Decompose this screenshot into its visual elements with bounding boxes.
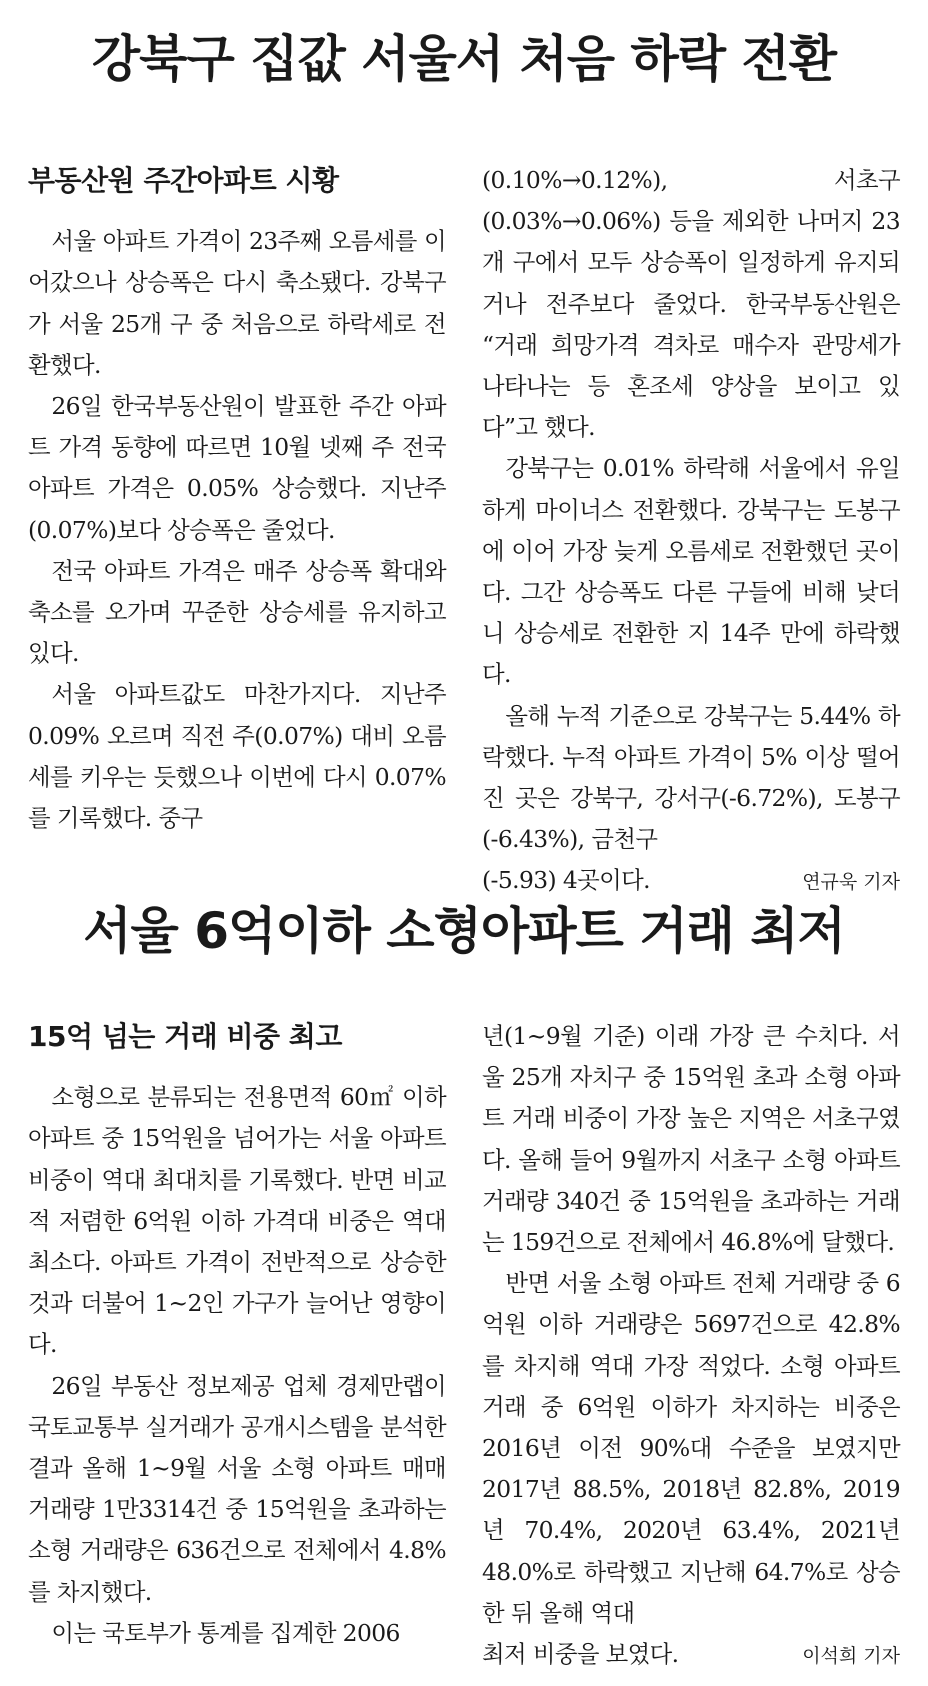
article2-headline: 서울 6억이하 소형아파트 거래 최저 bbox=[83, 902, 845, 960]
article1-subheading: 부동산원 주간아파트 시황 bbox=[28, 164, 339, 197]
article2-subheading: 15억 넘는 거래 비중 최고 bbox=[28, 1020, 342, 1053]
article1-right-column bbox=[482, 160, 900, 895]
article2-last-line: 최저 비중을 보였다. bbox=[482, 1640, 679, 1669]
article2-byline: 이석희 기자 bbox=[802, 1645, 900, 1668]
article1-paragraph: 서울 아파트값도 마찬가지다. 지난주 0.09% 오르며 직전 주(0.07%) 대비 오름세를 키우는 듯했으나 이번에 다시 0.07%를 기록했다. 중구 bbox=[28, 680, 446, 833]
article2-left-column bbox=[28, 1016, 446, 1668]
article1-last-line: (-5.93) 4곳이다. bbox=[482, 866, 650, 895]
article1-paragraph: 전국 아파트 가격은 매주 상승폭 확대와 축소를 오가며 꾸준한 상승세를 유지하고 있다. bbox=[28, 556, 446, 668]
article1-closing-line bbox=[482, 860, 900, 903]
article2-paragraph: 반면 서울 소형 아파트 전체 거래량 중 6억원 이하 거래량은 5697건으로 42.8%를 차지해 역대 가장 적었다. 소형 아파트 거래 중 6억원 이하가 차지하는 비중은 2016년 이전 90%대 수준을 보였지만 2017년 88.5%, 2018년 82.8%, 2019년 70.4%, 2020년 63.4%, 2021년 48.0%로 하락했고 지난해 64.7%로 상승한 뒤 올해 역대 bbox=[482, 1269, 900, 1627]
article2-paragraph: 이는 국토부가 통계를 집계한 2006 bbox=[51, 1618, 400, 1647]
article1-paragraph: 올해 누적 기준으로 강북구는 5.44% 하락했다. 누적 아파트 가격이 5% 이상 떨어진 곳은 강북구, 강서구(-6.72%), 도봉구(-6.43%), 금천구 bbox=[482, 701, 900, 854]
article1-headline: 강북구 집값 서울서 처음 하락 전환 bbox=[91, 30, 837, 88]
article1-byline: 연규욱 기자 bbox=[802, 871, 900, 894]
article2-paragraph: 년(1~9월 기준) 이래 가장 큰 수치다. 서울 25개 자치구 중 15억원 초과 소형 아파트 거래 비중이 가장 높은 지역은 서초구였다. 올해 들어 9월까지 서초구 소형 아파트 거래량 340건 중 15억원을 초과하는 거래는 159건으로 전체에서 46.8%에 달했다. bbox=[482, 1022, 900, 1257]
article1-paragraph: 26일 한국부동산원이 발표한 주간 아파트 가격 동향에 따르면 10월 넷째 주 전국 아파트 가격은 0.05% 상승했다. 지난주(0.07%)보다 상승폭은 줄었다. bbox=[28, 392, 446, 544]
article2-right-column bbox=[482, 1016, 900, 1668]
article2-paragraph: 소형으로 분류되는 전용면적 60㎡ 이하 아파트 중 15억원을 넘어가는 서울 아파트 비중이 역대 최대치를 기록했다. 반면 비교적 저렴한 6억원 이하 가격대 비중은 역대 최소다. 아파트 가격이 전반적으로 상승한 것과 더불어 1~2인 가구가 늘어난 영향이다. bbox=[28, 1083, 446, 1359]
article1-paragraph: (0.10%→0.12%), 서초구(0.03%→0.06%) 등을 제외한 나머지 23개 구에서 모두 상승폭이 일정하게 유지되거나 전주보다 줄었다. 한국부동산원은 “거래 희망가격 격차로 매수자 관망세가 나타나는 등 혼조세 양상을 보이고 있다”고 했다. bbox=[482, 166, 900, 442]
article1-paragraph: 강북구는 0.01% 하락해 서울에서 유일하게 마이너스 전환했다. 강북구는 도봉구에 이어 가장 늦게 오름세로 전환했던 곳이다. 그간 상승폭도 다른 구들에 비해 낮더니 상승세로 전환한 지 14주 만에 하락했다. bbox=[482, 454, 900, 689]
article2-closing-line bbox=[482, 1634, 900, 1677]
article1-left-column bbox=[28, 160, 446, 868]
article1-paragraph: 서울 아파트 가격이 23주째 오름세를 이어갔으나 상승폭은 다시 축소됐다. 강북구가 서울 25개 구 중 처음으로 하락세로 전환했다. bbox=[28, 227, 446, 379]
article2-paragraph: 26일 부동산 정보제공 업체 경제만랩이 국토교통부 실거래가 공개시스템을 분석한 결과 올해 1~9월 서울 소형 아파트 매매 거래량 1만3314건 중 15억원을 초과하는 소형 거래량은 636건으로 전체에서 4.8%를 차지했다. bbox=[28, 1371, 446, 1606]
